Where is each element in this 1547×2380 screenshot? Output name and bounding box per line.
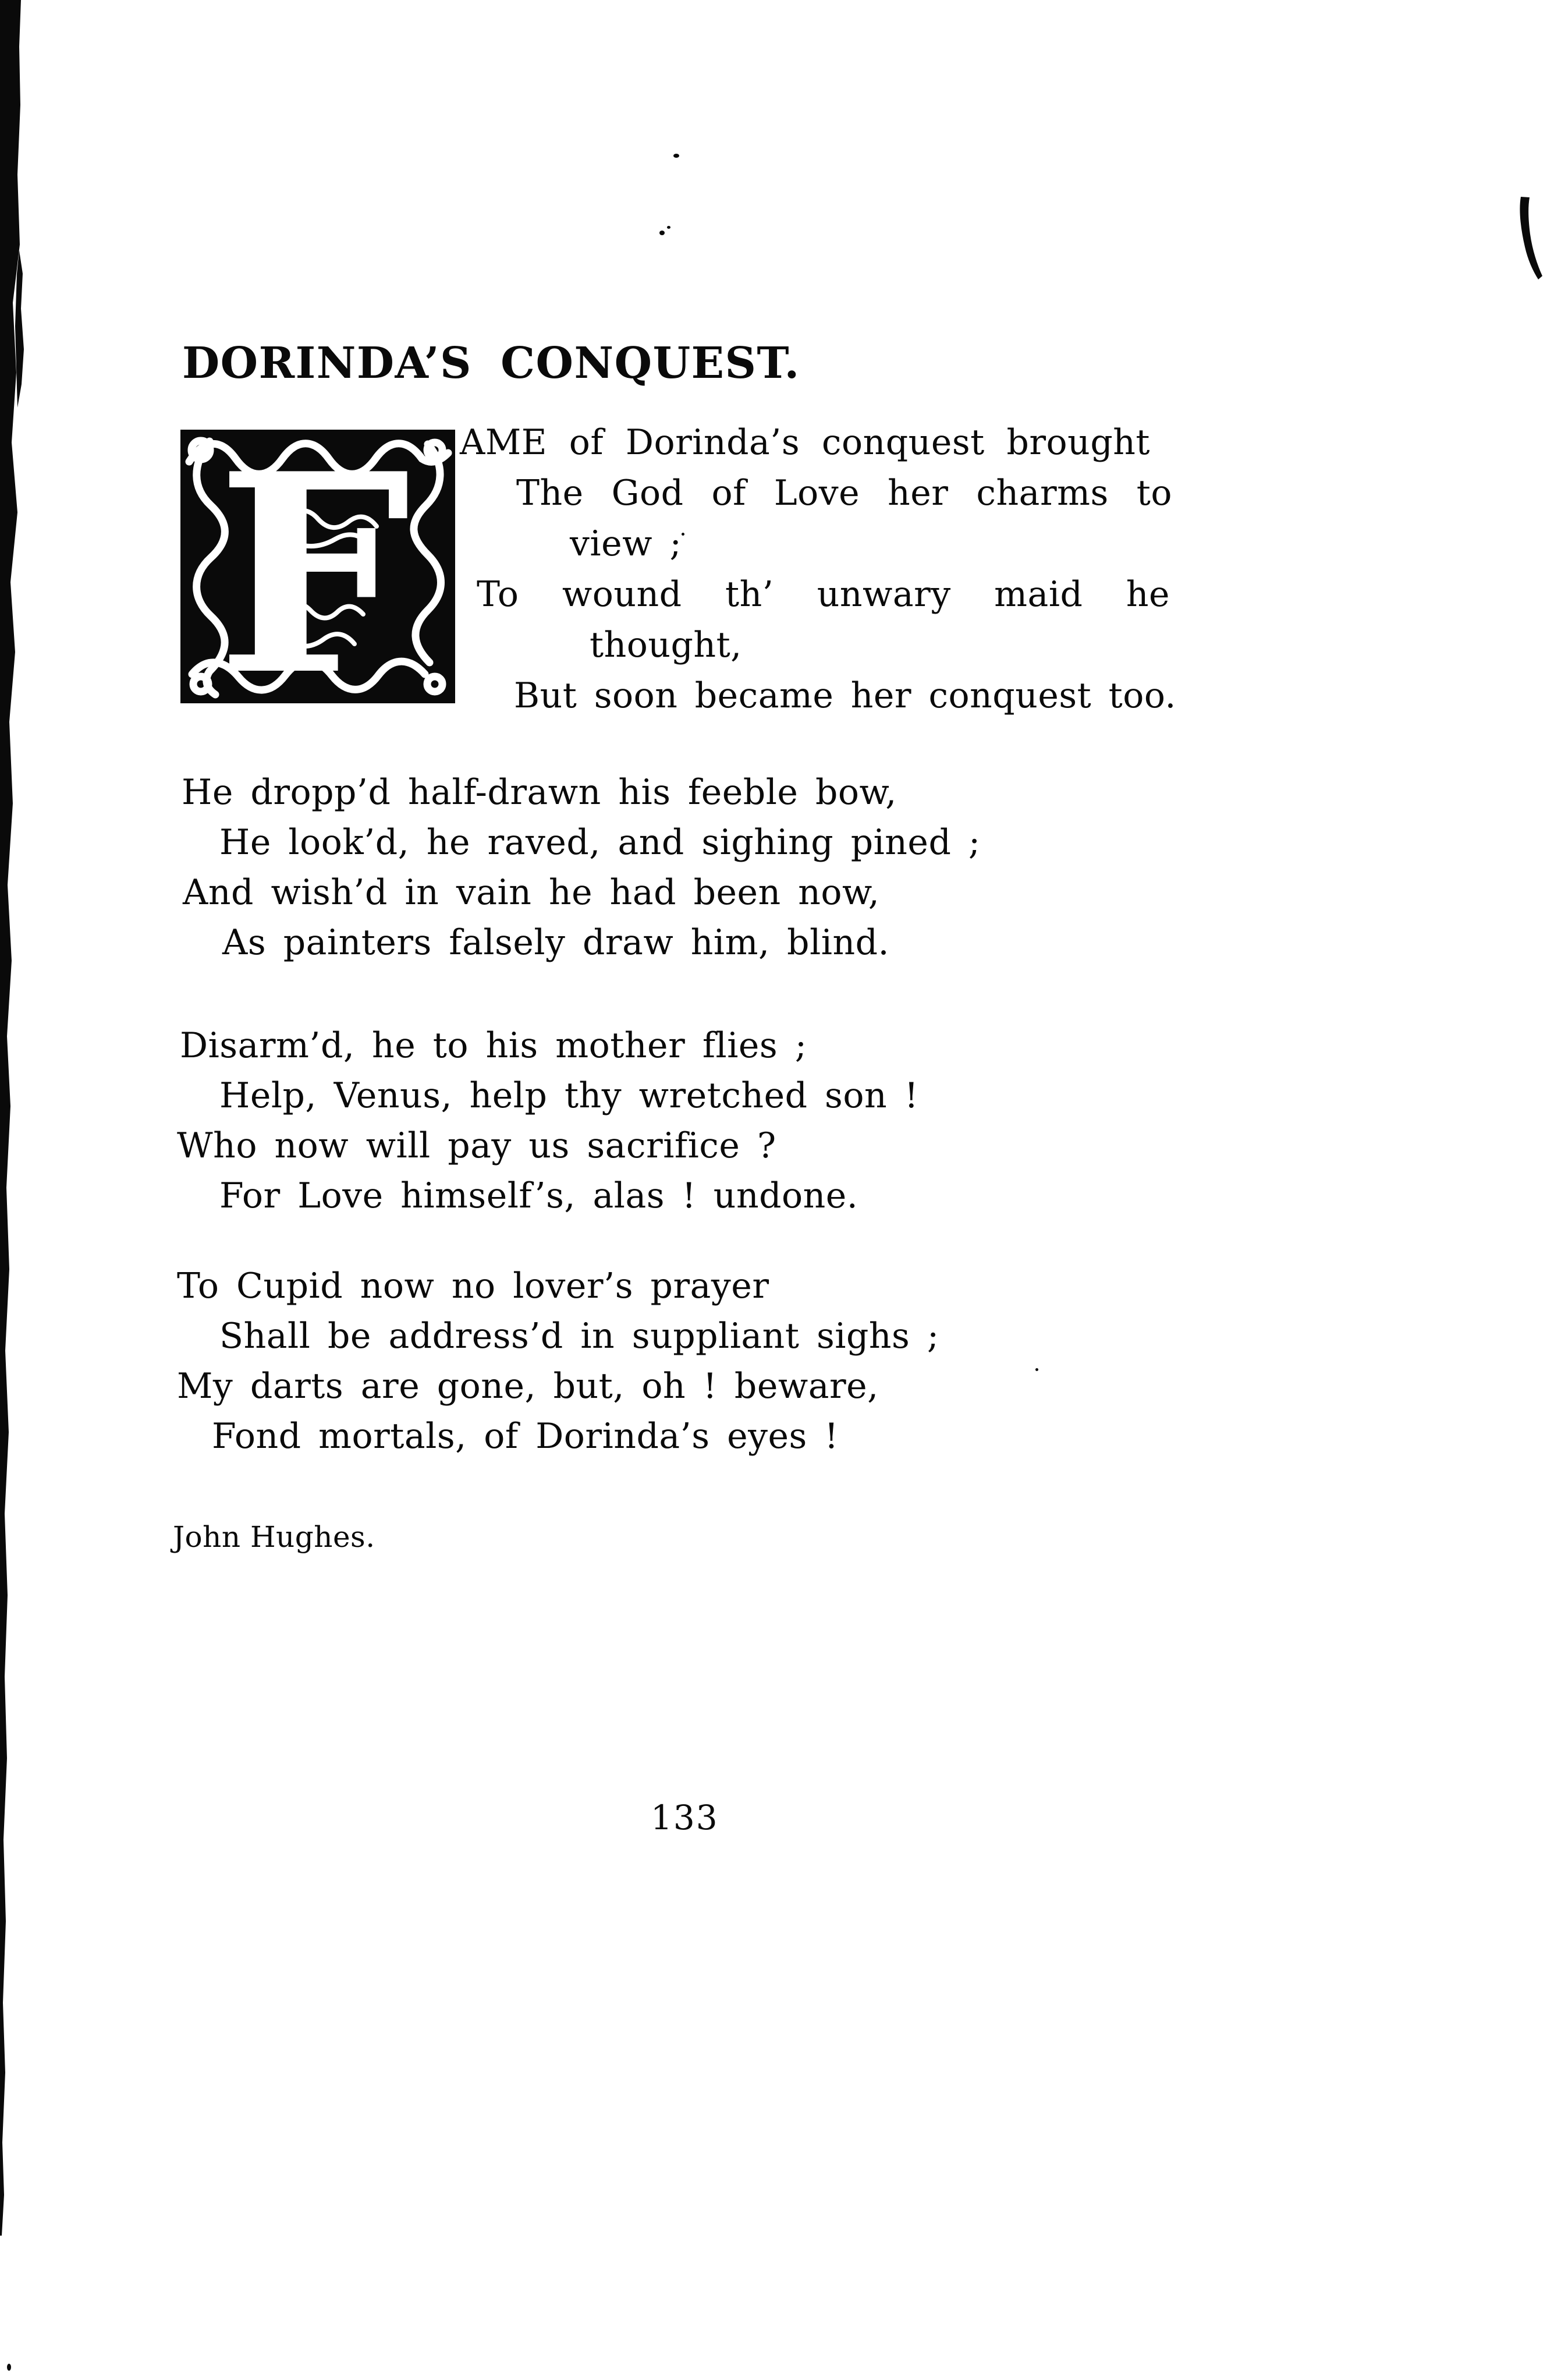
ink-speck (1035, 1368, 1038, 1371)
ink-speck (667, 226, 670, 229)
poem-line: As painters falsely draw him, blind. (222, 922, 890, 963)
drop-cap-ornament (180, 430, 455, 703)
poem-line: My darts are gone, but, oh ! beware, (177, 1366, 879, 1407)
ink-speck (673, 154, 679, 158)
ink-speck (682, 533, 684, 536)
poem-line: Fond mortals, of Dorinda’s eyes ! (212, 1416, 839, 1457)
poem-line: To wound th’ unwary maid he (477, 574, 1170, 615)
poem-line: view ; (570, 523, 682, 564)
poem-line: The God of Love her charms to (516, 473, 1172, 513)
poem-line: thought, (590, 625, 742, 665)
page-title: DORINDA’S CONQUEST. (182, 338, 800, 388)
pen-stroke-mark (1513, 192, 1547, 285)
poem-line: Shall be address’d in suppliant sighs ; (219, 1316, 939, 1357)
ink-speck (659, 231, 665, 235)
poem-line: He look’d, he raved, and sighing pined ; (219, 822, 981, 863)
drop-cap-letter: F (217, 430, 411, 703)
scan-gutter-shadow (0, 0, 26, 2236)
poem-line: Help, Venus, help thy wretched son ! (219, 1075, 919, 1116)
poem-line: Disarm’d, he to his mother flies ; (180, 1025, 807, 1066)
poem-line: Who now will pay us sacrifice ? (177, 1125, 776, 1166)
poem-line: AME of Dorinda’s conquest brought (460, 422, 1150, 463)
poem-line: To Cupid now no lover’s prayer (177, 1266, 769, 1306)
poem-line: He dropp’d half-drawn his feeble bow, (182, 772, 897, 813)
poem-line: But soon became her conquest too. (514, 675, 1176, 716)
page-number: 133 (651, 1798, 719, 1837)
poem-line: For Love himself’s, alas ! undone. (219, 1175, 858, 1216)
poem-line: And wish’d in vain he had been now, (183, 872, 880, 913)
ink-speck (7, 2364, 11, 2371)
author-attribution: John Hughes. (173, 1520, 375, 1554)
